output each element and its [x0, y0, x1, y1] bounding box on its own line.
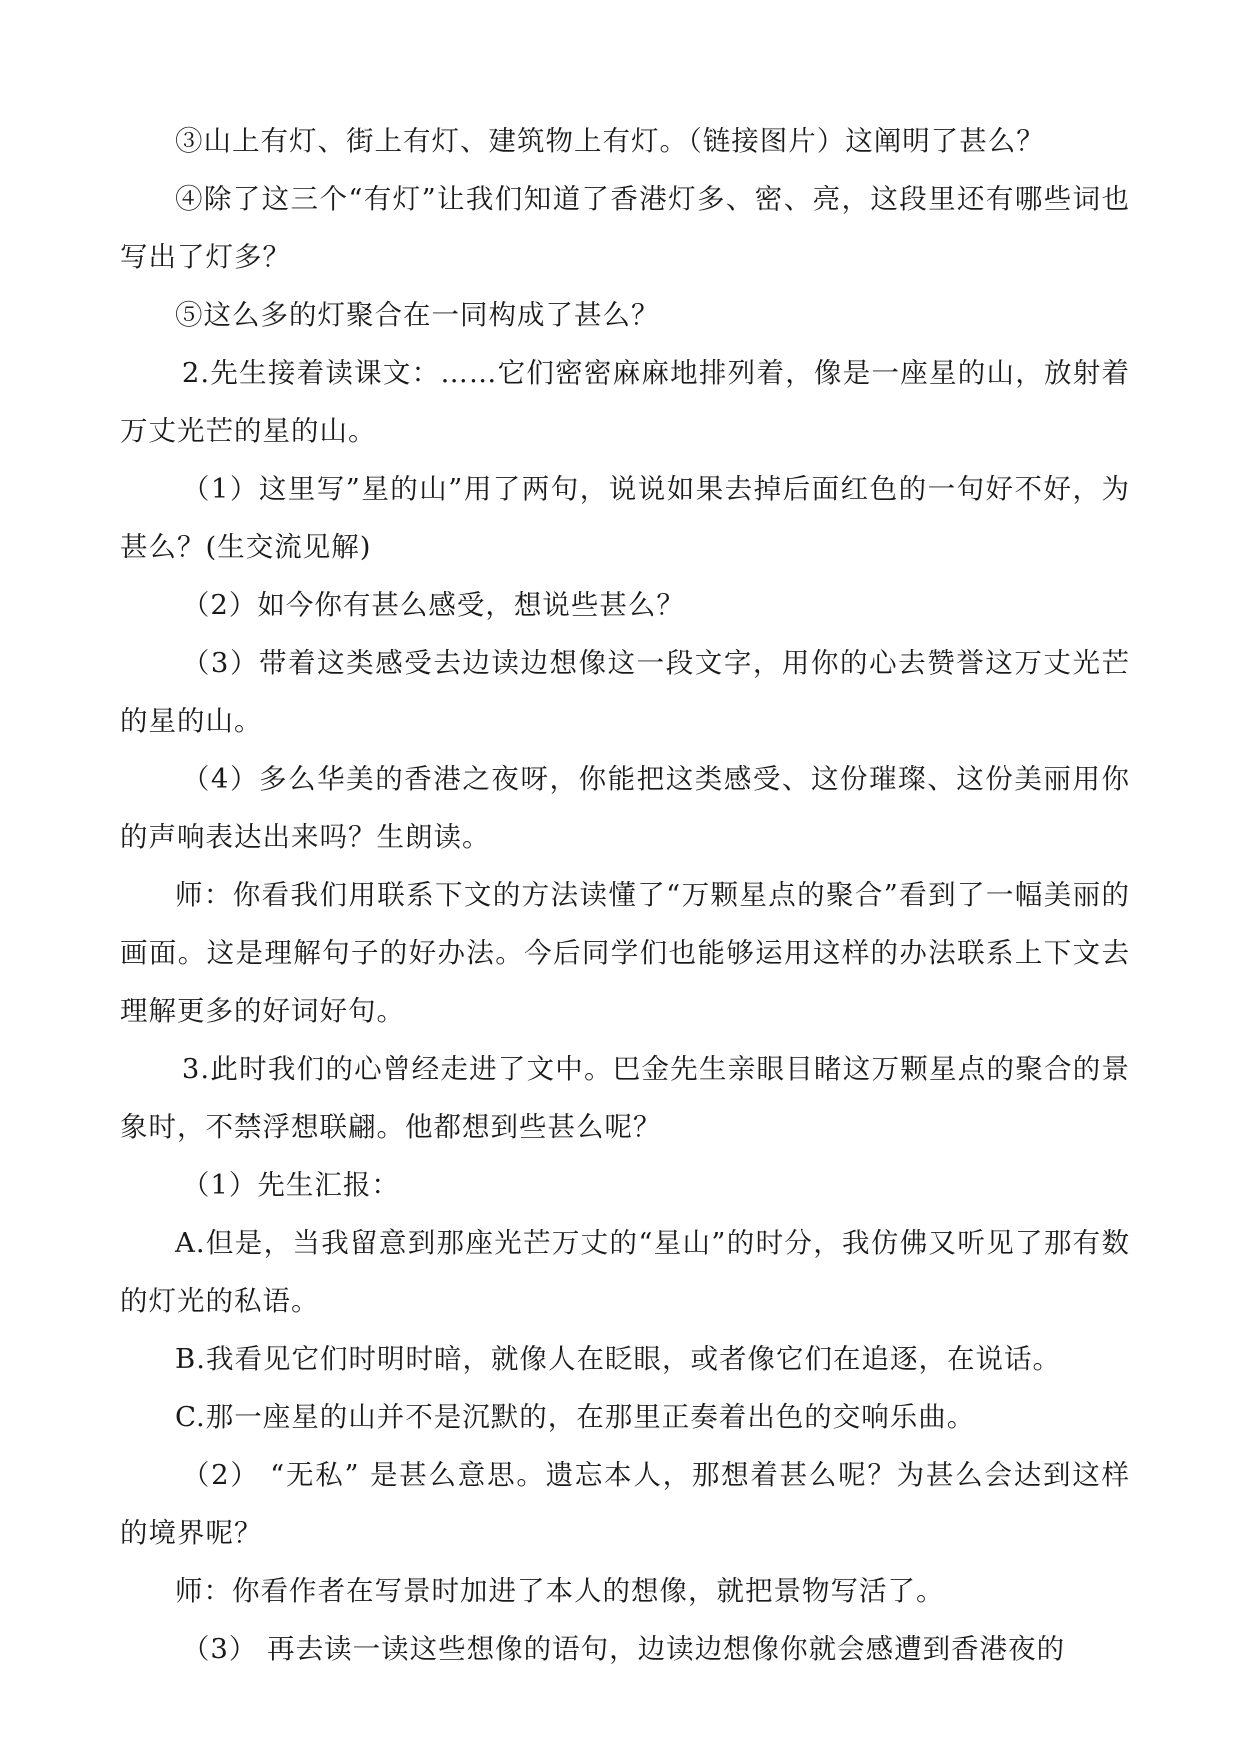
paragraph-item-reread: （3） 再去读一读这些想像的语句，边读边想像你就会感遭到香港夜的 — [181, 1633, 1066, 1665]
paragraph-step-3: 3.此时我们的心曾经走进了文中。巴金先生亲眼目睹这万颗星点的聚合的景象时，不禁浮想联翩。他都想到些甚么呢？ — [120, 1053, 1130, 1143]
paragraph-teacher-note-2: 师：你看作者在写景时加进了本人的想像，就把景物写活了。 — [175, 1575, 945, 1607]
paragraph-item-3: （3）带着这类感受去边读边想像这一段文字，用你的心去赞誉这万丈光芒的星的山。 — [120, 647, 1130, 737]
paragraph-question-3: ③山上有灯、街上有灯、建筑物上有灯。（链接图片）这阐明了甚么？ — [175, 125, 1045, 157]
paragraph-teacher-note-1: 师：你看我们用联系下文的方法读懂了“万颗星点的聚合”看到了一幅美丽的画面。这是理解句子的好办法。今后同学们也能够运用这样的办法联系上下文去理解更多的好词好句。 — [120, 879, 1130, 1027]
paragraph-item-2: （2）如今你有甚么感受，想说些甚么？ — [181, 589, 685, 621]
paragraph-report-a: A.但是，当我留意到那座光芒万丈的“星山”的时分，我仿佛又听见了那有数的灯光的私语。 — [120, 1227, 1130, 1317]
paragraph-item-1: （1）这里写”星的山”用了两句，说说如果去掉后面红色的一句好不好，为甚么？(生交流见解) — [120, 473, 1130, 563]
paragraph-step-2: 2.先生接着读课文：……它们密密麻麻地排列着，像是一座星的山，放射着万丈光芒的星的山。 — [120, 357, 1130, 447]
paragraph-report-c: C.那一座星的山并不是沉默的，在那里正奏着出色的交响乐曲。 — [175, 1401, 976, 1433]
paragraph-item-4: （4）多么华美的香港之夜呀，你能把这类感受、这份璀璨、这份美丽用你的声响表达出来吗？生朗读。 — [120, 763, 1130, 853]
paragraph-question-4: ④除了这三个“有灯”让我们知道了香港灯多、密、亮，这段里还有哪些词也写出了灯多？ — [120, 183, 1130, 273]
document-body — [120, 112, 1130, 1678]
paragraph-item-selfless: （2） “无私” 是甚么意思。遗忘本人，那想着甚么呢？为甚么会达到这样的境界呢？ — [120, 1459, 1130, 1549]
paragraph-report-heading: （1）先生汇报： — [181, 1169, 400, 1201]
paragraph-question-5: ⑤这么多的灯聚合在一同构成了甚么？ — [175, 299, 660, 331]
paragraph-report-b: B.我看见它们时明时暗，就像人在眨眼，或者像它们在追逐，在说话。 — [175, 1343, 1061, 1375]
